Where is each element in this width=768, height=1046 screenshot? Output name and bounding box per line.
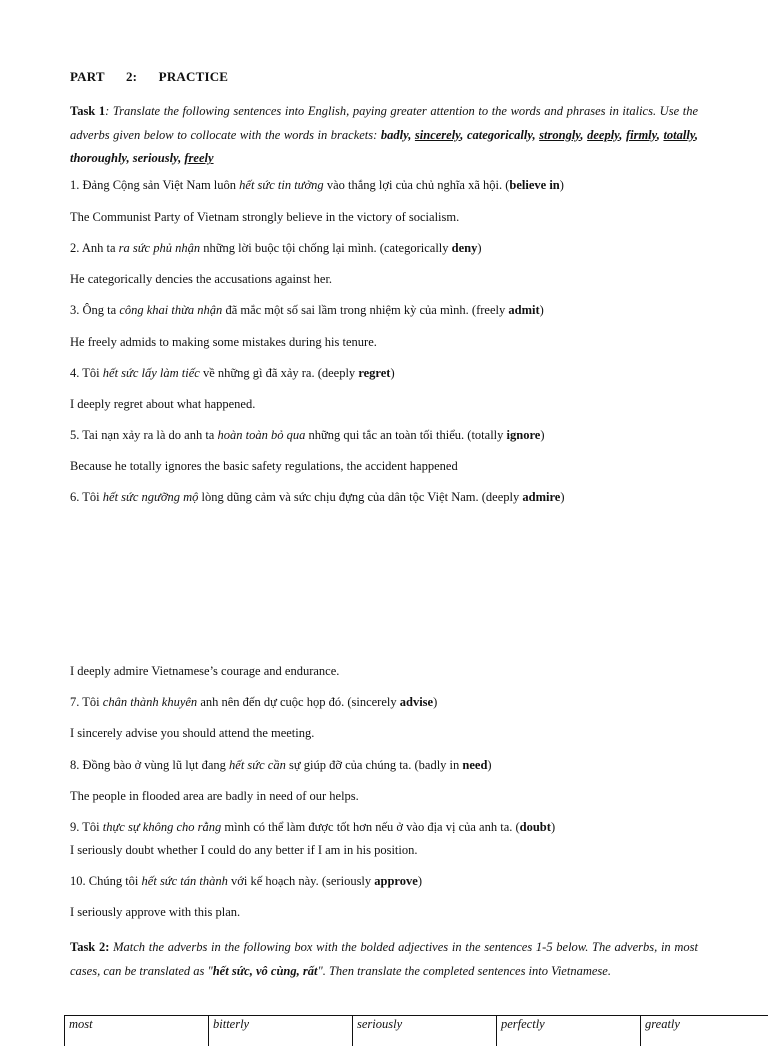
answer-4: I deeply regret about what happened. (70, 397, 256, 411)
task1-adverb-separator: , (580, 127, 588, 142)
task1-adverb-separator: , (532, 127, 540, 142)
task1-intro: : Translate the following sentences into English, paying greater attention to the words and phrases in italics. Use the adverbs given below to collocate with the words in brackets: (70, 104, 698, 142)
answer-5: Because he totally ignores the basic safety regulations, the accident happened (70, 459, 458, 473)
answer-6: I deeply admire Vietnamese’s courage and endurance. (70, 664, 340, 678)
sentence-10: 10. Chúng tôi hết sức tán thành với kế hoạch này. (seriously approve) (70, 874, 422, 888)
adverb-box (64, 1015, 768, 1046)
task1-adverb: firmly (625, 127, 657, 142)
task1-adverb: sincerely (414, 127, 461, 142)
part-number: PART 2: (70, 69, 138, 84)
task2-instructions (70, 936, 698, 983)
answer-1: The Communist Party of Vietnam strongly believe in the victory of socialism. (70, 210, 460, 224)
task1-adverb-separator: , (126, 151, 133, 166)
task2-label: Task 2: (70, 940, 110, 954)
task1-adverb: categorically (466, 127, 533, 142)
answer-8: The people in flooded area are badly in need of our helps. (70, 789, 359, 803)
answer-9: I seriously doubt whether I could do any better if I am in his position. (70, 843, 418, 857)
task1-adverb-separator: , (694, 127, 699, 142)
adverb-cell: bitterly (209, 1016, 353, 1046)
answer-7: I sincerely advise you should attend the meeting. (70, 726, 315, 740)
sentence-2: 2. Anh ta ra sức phủ nhận những lời buộc tội chống lại mình. (categorically deny) (70, 241, 482, 255)
sentence-1: 1. Đảng Cộng sản Việt Nam luôn hết sức tin tưởng vào thắng lợi của chủ nghĩa xã hội. (believe in) (70, 178, 564, 192)
task1-instructions (70, 100, 698, 171)
sentence-8: 8. Đồng bào ở vùng lũ lụt đang hết sức cần sự giúp đỡ của chúng ta. (badly in need) (70, 758, 492, 772)
sentence-3: 3. Ông ta công khai thừa nhận đã mắc một số sai lầm trong nhiệm kỳ của mình. (freely admit) (70, 303, 544, 317)
task1-adverb-separator: , (408, 127, 415, 142)
task1-adverb-separator: , (656, 127, 664, 142)
task1-adverb: seriously (132, 151, 179, 166)
task2-intro: Match the adverbs in the following box with the bolded adjectives in the sentences 1-5 below. The adverbs, in most cases, can be translated as " (70, 940, 698, 978)
task1-adverb-separator: , (619, 127, 626, 142)
task2-quoted-phrase: hết sức, vô cùng, rất (212, 963, 318, 978)
task1-adverb: strongly (539, 127, 581, 142)
answer-3: He freely admids to making some mistakes during his tenure. (70, 335, 377, 349)
part-heading (70, 69, 228, 85)
sentence-4: 4. Tôi hết sức lấy làm tiếc về những gì đã xảy ra. (deeply regret) (70, 366, 395, 380)
adverb-cell: greatly (641, 1016, 768, 1046)
task1-adverb-separator: , (460, 127, 467, 142)
task1-adverb: freely (184, 151, 214, 166)
sentence-7: 7. Tôi chân thành khuyên anh nên đến dự cuộc họp đó. (sincerely advise) (70, 695, 438, 709)
adverb-cell: perfectly (497, 1016, 641, 1046)
adverb-cell: seriously (353, 1016, 497, 1046)
task1-adverb: totally (663, 127, 695, 142)
sentence-6: 6. Tôi hết sức ngưỡng mộ lòng dũng cảm và sức chịu đựng của dân tộc Việt Nam. (deeply admire) (70, 490, 565, 504)
answer-10: I seriously approve with this plan. (70, 905, 241, 919)
sentence-9: 9. Tôi thực sự không cho rằng mình có thể làm được tốt hơn nếu ở vào địa vị của anh ta. (doubt) (70, 820, 556, 834)
sentence-5: 5. Tai nạn xảy ra là do anh ta hoàn toàn bỏ qua những qui tắc an toàn tối thiểu. (totally ignore) (70, 428, 545, 442)
task1-adverb: badly (380, 127, 409, 142)
task2-outro: ". Then translate the completed sentences into Vietnamese. (317, 963, 611, 978)
task1-adverb-separator: , (178, 151, 185, 166)
answer-2: He categorically dencies the accusations against her. (70, 272, 333, 286)
task1-adverb: thoroughly (70, 151, 127, 166)
adverb-cell: most (65, 1016, 209, 1046)
part-title: PRACTICE (158, 69, 229, 84)
task1-adverb: deeply (587, 127, 620, 142)
task1-label: Task 1 (70, 104, 106, 118)
